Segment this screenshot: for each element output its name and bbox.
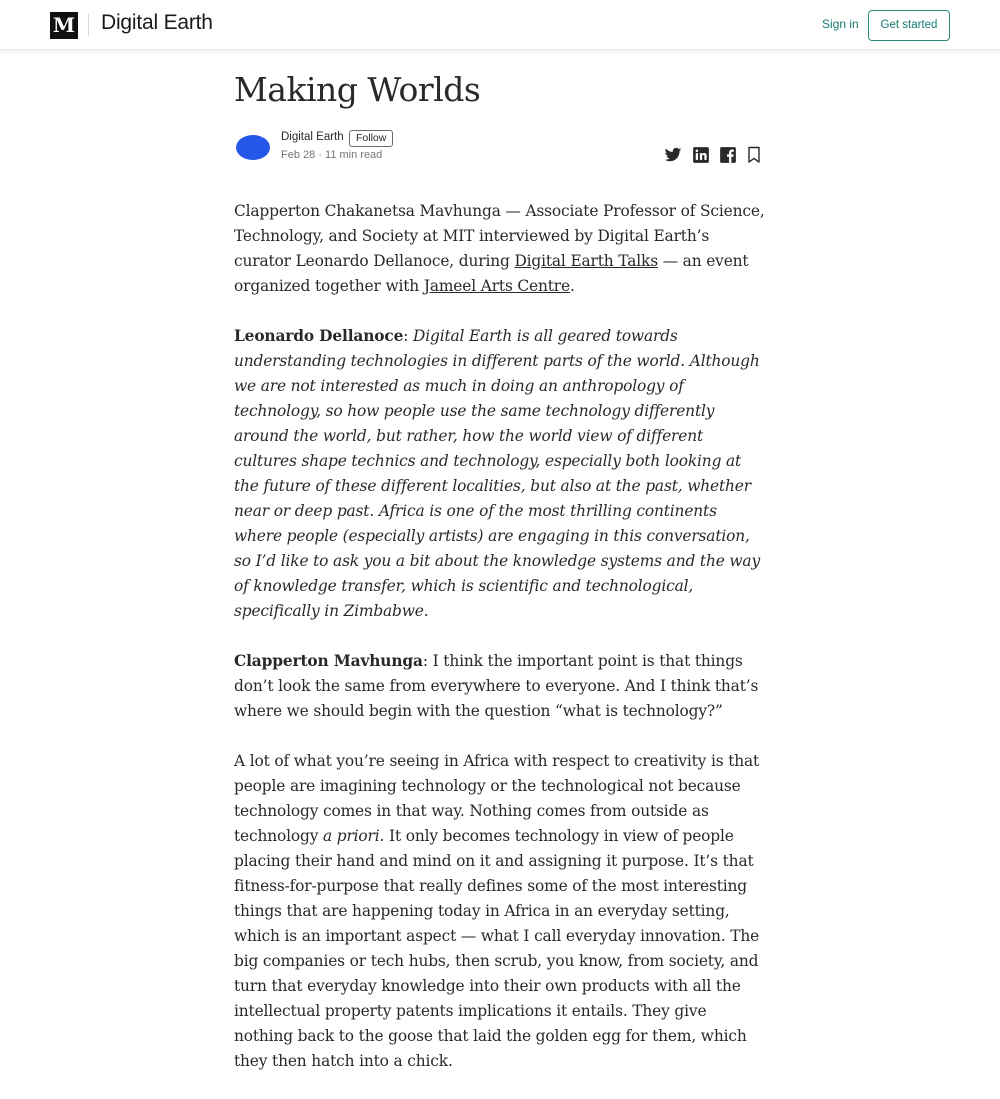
- question-text: Digital Earth is all geared towards understanding technologies in different parts of the world. Although we are not interested as much in doing an anthropology of technology, so how people use the same technology differently around the world, but rather, how the world view of different cultures shape technics and technology, especially both looking at the future of these different localities, but also at the past, whether near or deep past. Africa is one of the most thrilling continents where people (especially artists) are engaging in this conversation, so I’d like to ask you a bit about the knowledge systems and the way of knowledge transfer, which is scientific and technological, specifically in Zimbabwe.: [234, 327, 761, 620]
- top-navbar: [0, 0, 1000, 50]
- bookmark-icon[interactable]: [746, 146, 764, 164]
- intro-text-middle: — an event organized together with: [234, 252, 749, 295]
- twitter-icon[interactable]: [664, 146, 682, 164]
- intro-text: Clapperton Chakanetsa Mavhunga — Associate Professor of Science, Technology, and Society at MIT interviewed by Digital Earth’s curator Leonardo Dellanoce, during: [234, 202, 765, 270]
- author-avatar[interactable]: [236, 135, 270, 160]
- answer-text: I think the important point is that things don’t look the same from everywhere to everyone. And I think that’s where we should begin with the question “what is technology?”: [234, 652, 759, 720]
- digital-earth-talks-link[interactable]: Digital Earth Talks: [514, 252, 658, 270]
- paragraph-body: [234, 749, 766, 1074]
- speaker-name: Clapperton Mavhunga: [234, 652, 423, 670]
- facebook-icon[interactable]: [719, 146, 737, 164]
- paragraph-question: [234, 324, 766, 624]
- follow-button[interactable]: Follow: [349, 130, 393, 147]
- logo-divider: [88, 14, 89, 36]
- author-name[interactable]: Digital Earth: [281, 131, 344, 143]
- article-meta: Feb 28 · 11 min read: [281, 149, 383, 161]
- jameel-arts-centre-link[interactable]: Jameel Arts Centre: [423, 277, 570, 295]
- body-italic: a priori: [322, 827, 380, 845]
- speaker-name: Leonardo Dellanoce: [234, 327, 404, 345]
- linkedin-icon[interactable]: [692, 146, 710, 164]
- intro-text-end: .: [569, 277, 575, 295]
- article-title: Making Worlds: [234, 70, 481, 109]
- paragraph-answer: [234, 649, 766, 724]
- body-text: A lot of what you’re seeing in Africa with respect to creativity is that people are imagining technology or the technological not because technology comes in that way. Nothing comes from outside as technology: [234, 752, 760, 845]
- speaker-colon: :: [422, 652, 433, 670]
- body-text-end: . It only becomes technology in view of people placing their hand and mind on it and assigning it purpose. It’s that fitness-for-purpose that really defines some of the most interesting things that are happening today in Africa in an everyday setting, which is an important aspect — what I call everyday innovation. The big companies or tech hubs, then scrub, you know, from society, and turn that everyday knowledge into their own products with all the intellectual property patents implications it entails. They give nothing back to the goose that laid the golden egg for them, which they then hatch into a chick.: [234, 827, 760, 1070]
- sign-in-link[interactable]: Sign in: [822, 17, 859, 31]
- medium-logo[interactable]: M: [50, 12, 78, 39]
- paragraph-intro: [234, 199, 766, 299]
- get-started-button[interactable]: Get started: [868, 10, 950, 41]
- article-body: [234, 199, 766, 1099]
- publication-name[interactable]: Digital Earth: [101, 11, 213, 34]
- speaker-colon: :: [403, 327, 414, 345]
